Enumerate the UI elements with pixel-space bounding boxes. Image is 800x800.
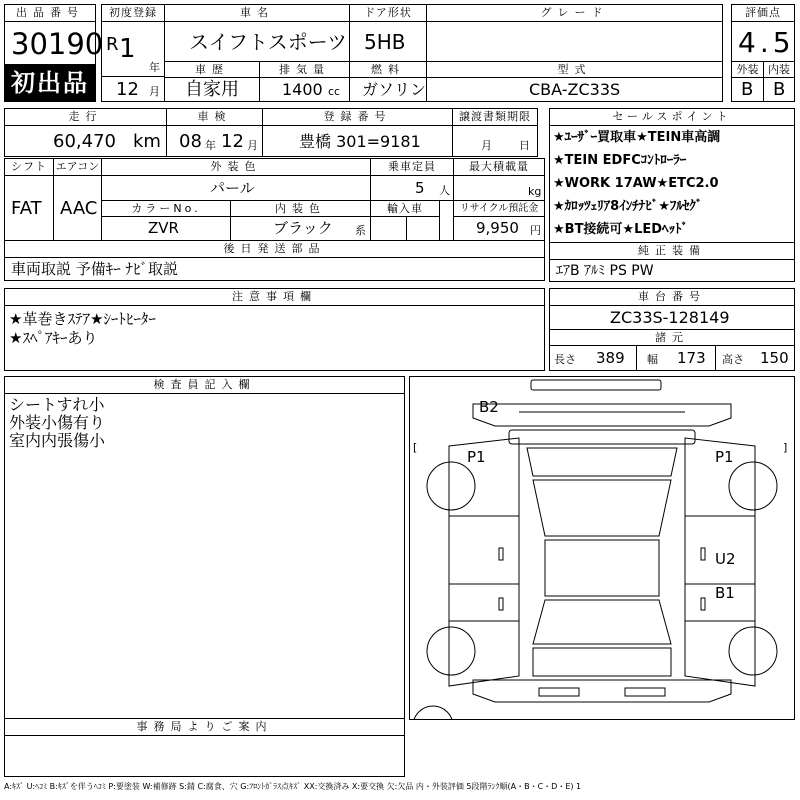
sales-points-box xyxy=(549,125,795,243)
model-cell xyxy=(426,77,723,102)
import-cell-a xyxy=(370,216,407,241)
door-label: ドア形状 xyxy=(349,4,427,22)
mileage-cell xyxy=(4,125,167,157)
inspector-line-3: 室内内張傷小 xyxy=(9,431,106,450)
max-load-cell xyxy=(453,175,545,201)
specs-width: 173 xyxy=(677,349,706,367)
aircon-value: AAC xyxy=(60,198,98,219)
model-label: 型式 xyxy=(426,61,723,78)
history-value: 自家用 xyxy=(185,79,239,100)
interior-score-label: 内装 xyxy=(763,61,795,78)
specs-height: 150 xyxy=(760,349,789,367)
door-cell xyxy=(349,21,427,62)
interior-color-cell xyxy=(230,216,371,241)
lot-number: 30190 xyxy=(11,27,104,61)
recycle-cell xyxy=(453,216,545,241)
mileage-label: 走行 xyxy=(4,108,167,126)
fuel-value: ガソリン xyxy=(362,80,427,99)
interior-score: B xyxy=(773,79,786,100)
interior-score-cell xyxy=(763,77,795,102)
first-reg-month: 12 xyxy=(116,79,139,100)
car-damage-diagram xyxy=(409,376,795,720)
later-parts-cell xyxy=(4,257,545,281)
specs-label: 諸元 xyxy=(549,329,795,346)
recycle-value: 9,950 xyxy=(476,219,519,237)
office-box xyxy=(4,735,405,777)
transfer-deadline-cell xyxy=(452,125,538,157)
chassis-label: 車台番号 xyxy=(549,288,795,306)
inspection-month: 12 xyxy=(221,131,244,152)
color-no-label: カラーNo. xyxy=(101,200,231,217)
aircon-cell xyxy=(53,175,102,241)
first-listing-badge xyxy=(4,64,96,102)
first-reg-year-cell xyxy=(101,21,165,77)
inspection-year-unit: 年 xyxy=(205,139,216,152)
capacity-value: 5 xyxy=(415,179,425,197)
equipment-cell xyxy=(549,259,795,282)
first-reg-month-unit: 月 xyxy=(149,85,160,98)
mileage-value: 60,470 xyxy=(53,131,116,152)
fuel-label: 燃料 xyxy=(349,61,427,78)
max-load-label: 最大積載量 xyxy=(453,158,545,176)
bracket-left: [ xyxy=(413,441,418,454)
exterior-score-cell xyxy=(731,77,764,102)
interior-color-label: 内装色 xyxy=(230,200,371,217)
model-value: CBA-ZC33S xyxy=(529,80,621,99)
inspector-line-1: シートすれ小 xyxy=(9,395,105,414)
color-no-cell xyxy=(101,216,231,241)
exterior-color-label: 外装色 xyxy=(101,158,371,176)
displacement-value: 1400 xyxy=(282,80,323,99)
aircon-label: エアコン xyxy=(53,158,102,176)
displacement-label: 排気量 xyxy=(259,61,350,78)
notes-line-2: ★ｽﾍﾟｱｷｰあり xyxy=(9,329,98,347)
interior-color-value: ブラック xyxy=(273,219,333,237)
specs-length-cell xyxy=(549,345,637,371)
mark-rear-bumper: B2 xyxy=(479,398,499,416)
lot-label: 出品番号 xyxy=(4,4,96,22)
car-outline-svg xyxy=(409,376,795,720)
sales-point-5: ★BT接続可★LEDﾍｯﾄﾞ xyxy=(553,222,689,237)
office-label: 事務局よりご案内 xyxy=(4,718,405,736)
inspection-month-unit: 月 xyxy=(247,139,258,152)
mark-rear-left: P1 xyxy=(467,448,486,466)
score-cell xyxy=(731,21,795,62)
import-label: 輸入車 xyxy=(370,200,440,217)
specs-length-label: 長さ xyxy=(554,353,576,366)
exterior-score: B xyxy=(741,79,754,100)
notes-line-1: ★革巻きｽﾃｱ★ｼｰﾄﾋｰﾀｰ xyxy=(9,310,156,328)
capacity-label: 乗車定員 xyxy=(370,158,454,176)
transfer-deadline-label: 譲渡書類期限 xyxy=(452,108,538,126)
specs-width-cell xyxy=(636,345,716,371)
score-value: 4.5 xyxy=(738,26,795,59)
sales-point-4: ★ｶﾛｯﾂｪﾘｱ8ｲﾝﾁﾅﾋﾞ★ﾌﾙｾｸﾞ xyxy=(553,199,703,214)
capacity-cell xyxy=(370,175,454,201)
score-label: 評価点 xyxy=(731,4,795,22)
sales-point-1: ★ﾕｰｻﾞｰ買取車★TEIN車高調 xyxy=(553,130,721,145)
shift-value: FAT xyxy=(11,198,42,219)
inspection-year: 08 xyxy=(179,131,202,152)
first-listing-text: 初出品 xyxy=(11,69,89,97)
capacity-unit: 人 xyxy=(439,184,450,197)
equipment-label: 純正装備 xyxy=(549,242,795,260)
displacement-unit: cc xyxy=(328,85,341,98)
mark-right-door: U2 xyxy=(715,550,736,568)
lot-number-cell xyxy=(4,21,104,65)
inspection-cell xyxy=(166,125,263,157)
specs-height-label: 高さ xyxy=(722,353,744,366)
specs-length: 389 xyxy=(596,349,625,367)
recycle-label: リサイクル預託金 xyxy=(453,200,545,217)
inspector-box xyxy=(4,393,405,719)
inspector-label: 検査員記入欄 xyxy=(4,376,405,394)
inspection-label: 車検 xyxy=(166,108,263,126)
registration-value: 豊橋 301=9181 xyxy=(299,132,421,151)
first-reg-label: 初度登録 xyxy=(101,4,165,22)
first-reg-year: 1 xyxy=(119,34,136,64)
registration-cell xyxy=(262,125,453,157)
first-reg-year-unit: 年 xyxy=(149,61,160,74)
color-no-value: ZVR xyxy=(148,219,179,237)
fuel-cell xyxy=(349,77,427,102)
history-label: 車歴 xyxy=(164,61,260,78)
bracket-right: ] xyxy=(783,441,788,454)
mark-rear-right: P1 xyxy=(715,448,734,466)
car-name: スイフトスポーツ xyxy=(189,30,347,54)
equipment-value: ｴｱB ｱﾙﾐ PS PW xyxy=(556,263,654,279)
shift-label: シフト xyxy=(4,158,54,176)
car-name-label: 車名 xyxy=(164,4,350,22)
notes-label: 注意事項欄 xyxy=(4,288,545,306)
chassis-cell xyxy=(549,305,795,330)
car-name-cell xyxy=(164,21,350,62)
legend-text: A:ｷｽﾞ U:ﾍｺﾐ B:ｷｽﾞを伴うﾍｺﾐ P:要塗装 W:補修跡 S:錆 C:腐食、穴 G:ﾌﾛﾝﾄｶﾞﾗｽ点ｷｽﾞ XX:交換済み X:要交換 欠:欠品 内・外装評価 5段階ﾗﾝｸ順(A・B・C・D・E) 1 xyxy=(4,782,582,791)
inspector-line-2: 外装小傷有り xyxy=(9,413,106,432)
specs-height-cell xyxy=(715,345,795,371)
import-cell-b xyxy=(406,216,440,241)
chassis-value: ZC33S-128149 xyxy=(610,308,730,327)
exterior-score-label: 外装 xyxy=(731,61,764,78)
history-cell xyxy=(164,77,260,102)
sales-point-3: ★WORK 17AW★ETC2.0 xyxy=(553,176,719,191)
transfer-month-unit: 月 xyxy=(481,139,492,152)
transfer-day-unit: 日 xyxy=(519,139,530,152)
sales-point-2: ★TEIN EDFCｺﾝﾄﾛｰﾗｰ xyxy=(553,153,687,168)
later-parts-value: 車両取説 予備ｷｰ ﾅﾋﾞ取説 xyxy=(11,260,179,278)
exterior-color-value: パール xyxy=(210,179,255,197)
recycle-unit: 円 xyxy=(530,224,541,237)
interior-color-unit: 系 xyxy=(355,224,366,237)
mark-right-front-door: B1 xyxy=(715,584,735,602)
notes-box xyxy=(4,305,545,371)
exterior-color-cell xyxy=(101,175,371,201)
sales-points-label: セールスポイント xyxy=(549,108,795,126)
shift-cell xyxy=(4,175,54,241)
specs-width-label: 幅 xyxy=(647,353,658,366)
mileage-unit: km xyxy=(133,131,161,152)
grade-label: グレード xyxy=(426,4,723,22)
displacement-cell xyxy=(259,77,350,102)
grade-cell xyxy=(426,21,723,62)
first-reg-month-cell xyxy=(101,76,165,102)
door-value: 5HB xyxy=(364,30,406,54)
later-parts-label: 後日発送部品 xyxy=(4,240,545,258)
registration-label: 登録番号 xyxy=(262,108,453,126)
first-reg-era: R xyxy=(106,34,119,55)
max-load-unit: kg xyxy=(528,185,542,198)
